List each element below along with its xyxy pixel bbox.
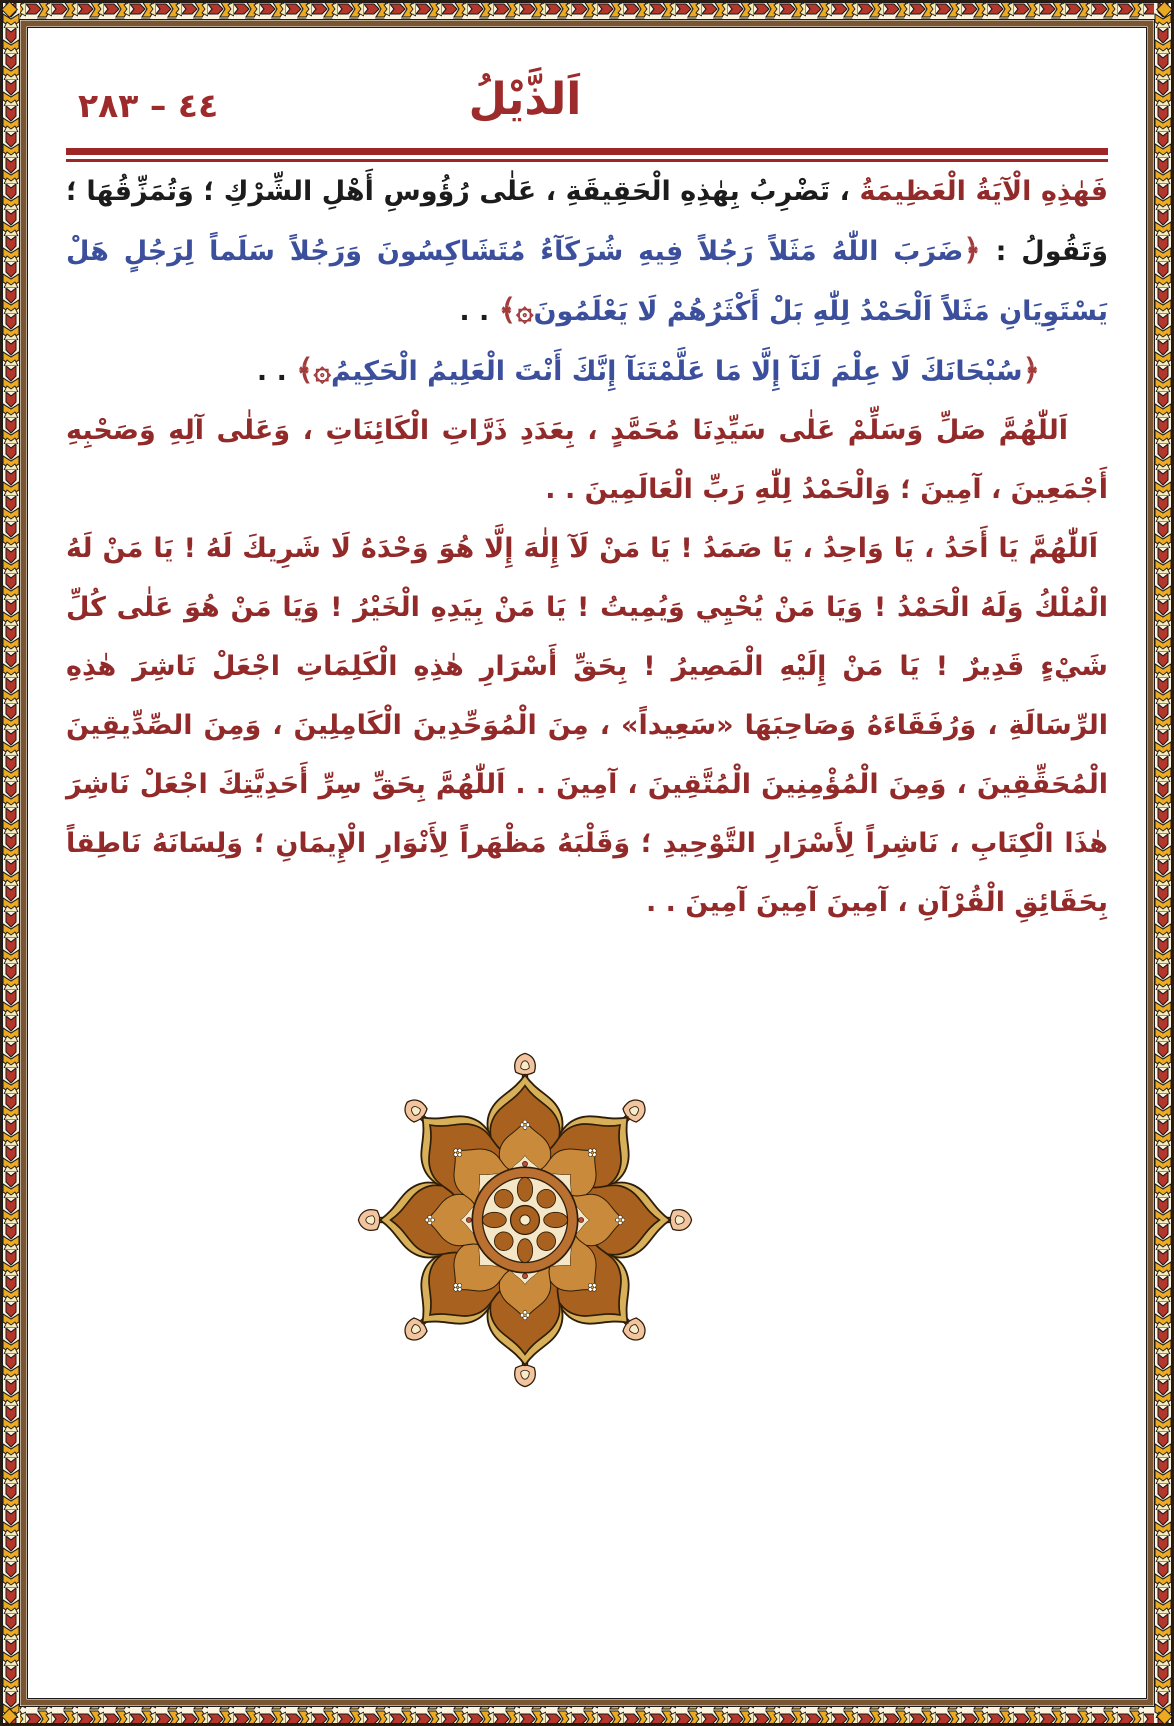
star-ornament <box>352 1050 698 1390</box>
quote-tail-dots-2: . . <box>256 356 297 387</box>
paragraph-2 <box>66 341 1108 401</box>
quote-open-ornament-2: ﴿ <box>1022 353 1040 388</box>
page-number: ٤٤ – ٢٨٣ <box>78 86 219 125</box>
page-content <box>30 30 1144 1696</box>
paragraph-1 <box>66 162 1108 341</box>
page-title: اَلذَّيْلُ <box>468 74 582 125</box>
header-double-rule <box>66 148 1108 162</box>
paragraph-1-text: ، تَضْرِبُ بِهٰذِهِ الْحَقِيقَةِ ، عَلٰى رُؤُوسِ أَهْلِ الشِّرْكِ ؛ وَتُمَزِّقُهَا ؛ وَتَقُولُ : <box>66 176 1108 267</box>
quran-quote-2: سُبْحَانَكَ لَا عِلْمَ لَنَآ إِلَّا مَا عَلَّمْتَنَآ إِنَّكَ أَنْتَ الْعَلِيمُ الْحَكِيمُ <box>331 356 1023 387</box>
body-text <box>66 162 1108 932</box>
paragraph-3-salawat: اَللّٰهُمَّ صَلِّ وَسَلِّمْ عَلٰى سَيِّدِنَا مُحَمَّدٍ ، بِعَدَدِ ذَرَّاتِ الْكَائِنَاتِ ، وَعَلٰى آلِهِ وَصَحْبِهِ أَجْمَعِينَ ، آمِينَ ؛ وَالْحَمْدُ لِلّٰهِ رَبِّ الْعَالَمِينَ . . <box>66 415 1108 505</box>
quote-close-ornament-2: ۞﴾ <box>296 353 332 388</box>
page-header <box>66 68 1108 146</box>
quote-close-ornament-1: ۞﴾ <box>498 293 534 328</box>
lead-phrase: فَهٰذِهِ الْآيَةُ الْعَظِيمَةُ <box>859 176 1108 207</box>
quote-tail-dots-1: . . <box>459 296 499 327</box>
quote-open-ornament-1: ﴿ <box>963 233 981 268</box>
paragraph-4-dua: اَللّٰهُمَّ يَا أَحَدُ ، يَا وَاحِدُ ، يَا صَمَدُ ! يَا مَنْ لَآ إِلٰهَ إِلَّا هُوَ وَحْدَهُ لَا شَرِيكَ لَهُ ! يَا مَنْ لَهُ الْمُلْكُ وَلَهُ الْحَمْدُ ! وَيَا مَنْ يُحْيِي وَيُمِيتُ ! يَا مَنْ بِيَدِهِ الْخَيْرُ ! وَيَا مَنْ هُوَ عَلٰى كُلِّ شَيْءٍ قَدِيرٌ ! يَا مَنْ إِلَيْهِ الْمَصِيرُ ! بِحَقِّ أَسْرَارِ هٰذِهِ الْكَلِمَاتِ اجْعَلْ نَاشِرَ هٰذِهِ الرِّسَالَةِ ، وَرُفَقَاءَهُ وَصَاحِبَهَا «سَعِيداً» ، مِنَ الْمُوَحِّدِينَ الْكَامِلِينَ ، وَمِنَ الصِّدِّيقِينَ الْمُحَقِّقِينَ ، وَمِنَ الْمُؤْمِنِينَ الْمُتَّقِينَ ، آمِينَ . . اَللّٰهُمَّ بِحَقِّ سِرِّ أَحَدِيَّتِكَ اجْعَلْ نَاشِرَ هٰذَا الْكِتَابِ ، نَاشِراً لِأَسْرَارِ التَّوْحِيدِ ؛ وَقَلْبَهُ مَظْهَراً لِأَنْوَارِ الْإِيمَانِ ؛ وَلِسَانَهُ نَاطِقاً بِحَقَائِقِ الْقُرْآنِ ، آمِينَ آمِينَ آمِينَ . . <box>66 533 1108 918</box>
quran-quote-1: ضَرَبَ اللّٰهُ مَثَلاً رَجُلاً فِيهِ شُرَكَآءُ مُتَشَاكِسُونَ وَرَجُلاً سَلَماً لِرَجُلٍ هَلْ يَسْتَوِيَانِ مَثَلاً اَلْحَمْدُ لِلّٰهِ بَلْ أَكْثَرُهُمْ لَا يَعْلَمُونَ <box>66 236 1108 327</box>
